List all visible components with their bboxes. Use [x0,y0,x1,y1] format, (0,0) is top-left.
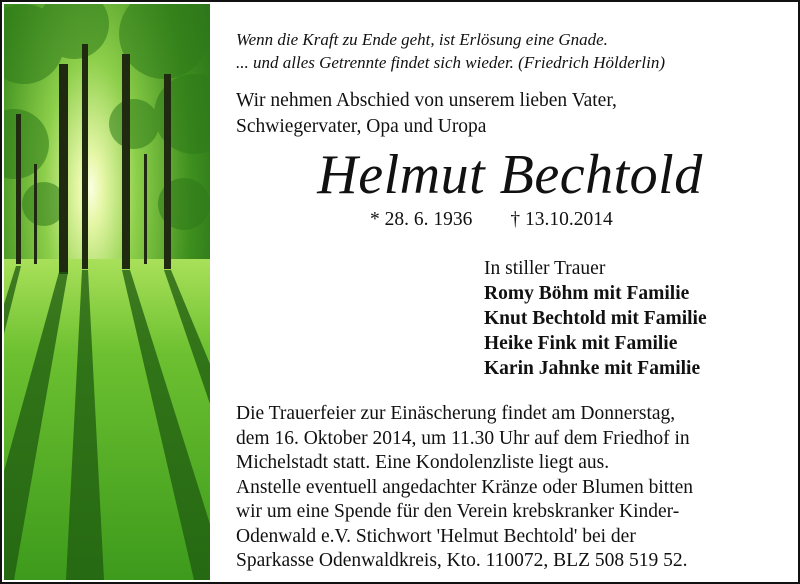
mourner-family: Karin Jahnke mit Familie [484,358,701,379]
death-date: † 13.10.2014 [510,209,613,230]
info-line: Michelstadt statt. Eine Kondolenzliste liegt aus. [236,452,610,473]
quote-line: ... und alles Getrennte findet sich wieder. (Friedrich Hölderlin) [236,53,666,72]
mourning-heading: In stiller Trauer [484,258,606,279]
mourner-family: Knut Bechtold mit Familie [484,308,707,329]
deceased-name: Helmut Bechtold [317,144,703,206]
info-line: Odenwald e.V. Stichwort 'Helmut Bechtold' bei der [236,525,636,547]
info-line: dem 16. Oktober 2014, um 11.30 Uhr auf dem Friedhof in [236,427,690,449]
hoelderlin-quote [236,28,665,74]
mourners-list [484,256,707,381]
life-dates [370,207,613,233]
sunlit-forest-photo [4,4,210,580]
intro-line: Wir nehmen Abschied von unserem lieben Vater, [236,90,617,111]
mourner-family: Heike Fink mit Familie [484,333,678,354]
intro-line: Schwiegervater, Opa und Uropa [236,116,487,137]
info-line: Sparkasse Odenwaldkreis, Kto. 110072, BLZ 508 519 52. [236,550,688,571]
farewell-intro [236,88,617,140]
quote-line: Wenn die Kraft zu Ende geht, ist Erlösung eine Gnade. [236,30,608,49]
info-line: wir um eine Spende für den Verein krebskranker Kinder- [236,501,680,522]
birth-date: * 28. 6. 1936 [370,209,473,230]
funeral-info [236,402,784,574]
mourner-family: Romy Böhm mit Familie [484,283,690,304]
info-line: Anstelle eventuell angedachter Kränze oder Blumen bitten [236,476,693,498]
info-line: Die Trauerfeier zur Einäscherung findet am Donnerstag, [236,403,676,424]
